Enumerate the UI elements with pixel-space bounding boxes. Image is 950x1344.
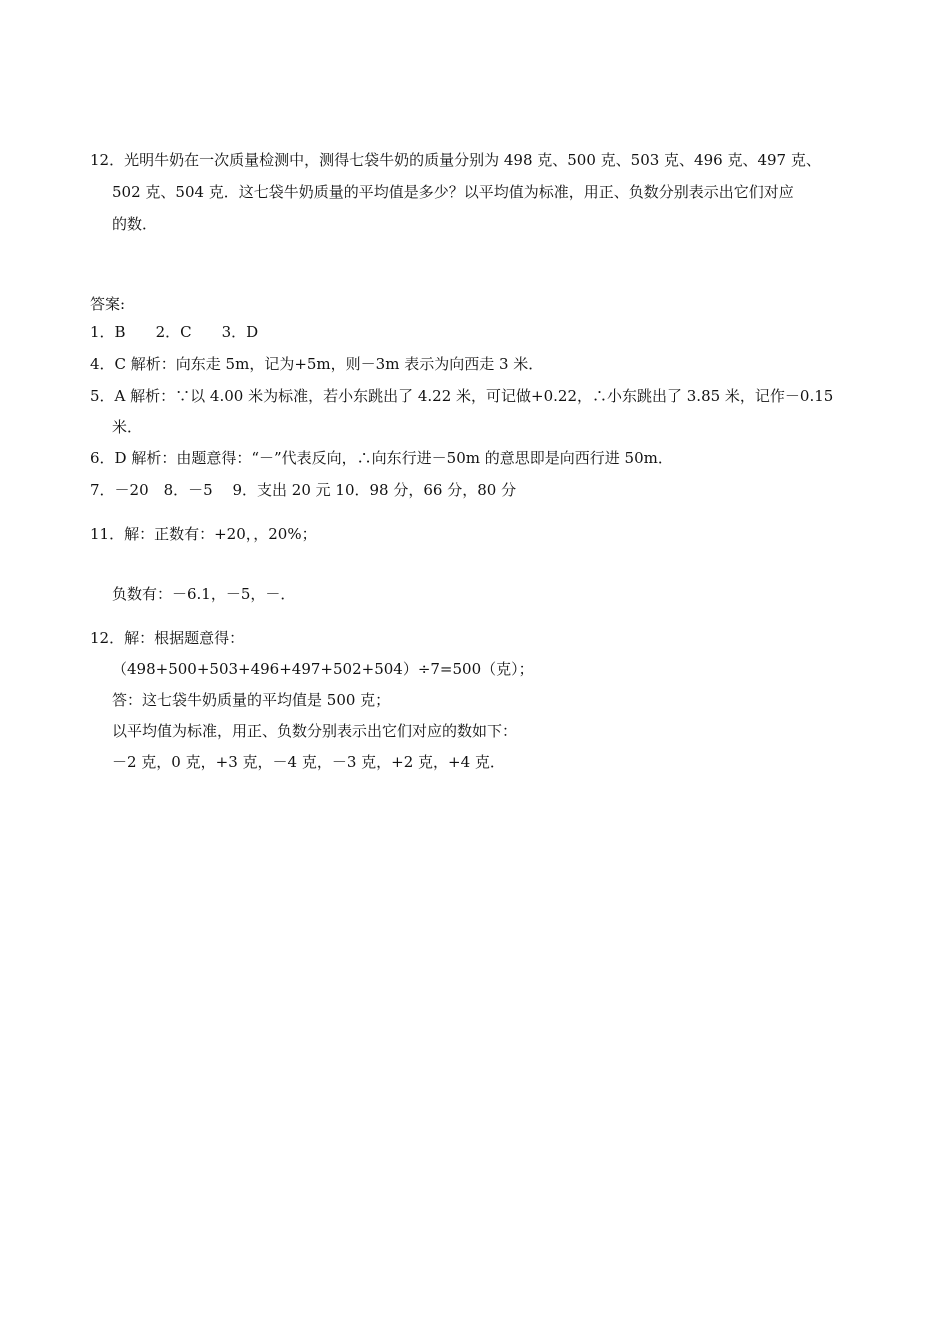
answer-11-line-1: 11．解：正数有：+20，，20%； bbox=[90, 525, 317, 543]
question-12-line-1: 12．光明牛奶在一次质量检测中，测得七袋牛奶的质量分别为 498 克、500 克、503 克、496 克、497 克、 bbox=[90, 151, 821, 169]
answer-1-3: 1．B 2．C 3．D bbox=[90, 323, 259, 341]
answer-12-line-5: －2 克，0 克，+3 克，－4 克，－3 克，+2 克，+4 克． bbox=[112, 753, 505, 771]
question-12-line-2: 502 克、504 克．这七袋牛奶质量的平均值是多少？以平均值为标准，用正、负数分别表示出它们对应 bbox=[112, 183, 794, 201]
answer-12-line-3: 答：这七袋牛奶质量的平均值是 500 克； bbox=[112, 691, 391, 709]
answer-12-line-1: 12．解：根据题意得： bbox=[90, 629, 245, 647]
answer-12-line-2: （498+500+503+496+497+502+504）÷7=500（克）； bbox=[112, 660, 534, 678]
answer-4: 4．C 解析：向东走 5m，记为+5m，则－3m 表示为向西走 3 米． bbox=[90, 355, 544, 373]
answer-11-line-2: 负数有：－6.1，－5，－． bbox=[112, 585, 296, 603]
answer-6: 6．D 解析：由题意得：“－”代表反向，∴向东行进－50m 的意思即是向西行进 50m． bbox=[90, 449, 673, 467]
answer-12-line-4: 以平均值为标准，用正、负数分别表示出它们对应的数如下： bbox=[112, 722, 518, 740]
answer-5-line-2: 米． bbox=[112, 418, 143, 436]
answers-heading: 答案: bbox=[90, 295, 126, 313]
answer-7-10: 7．－20 8．－5 9．支出 20 元 10．98 分，66 分，80 分 bbox=[90, 481, 517, 499]
answer-5-line-1: 5．A 解析：∵以 4.00 米为标准，若小东跳出了 4.22 米，可记做+0.22，∴小东跳出了 3.85 米，记作－0.15 bbox=[90, 387, 834, 405]
question-12-line-3: 的数． bbox=[112, 215, 158, 233]
